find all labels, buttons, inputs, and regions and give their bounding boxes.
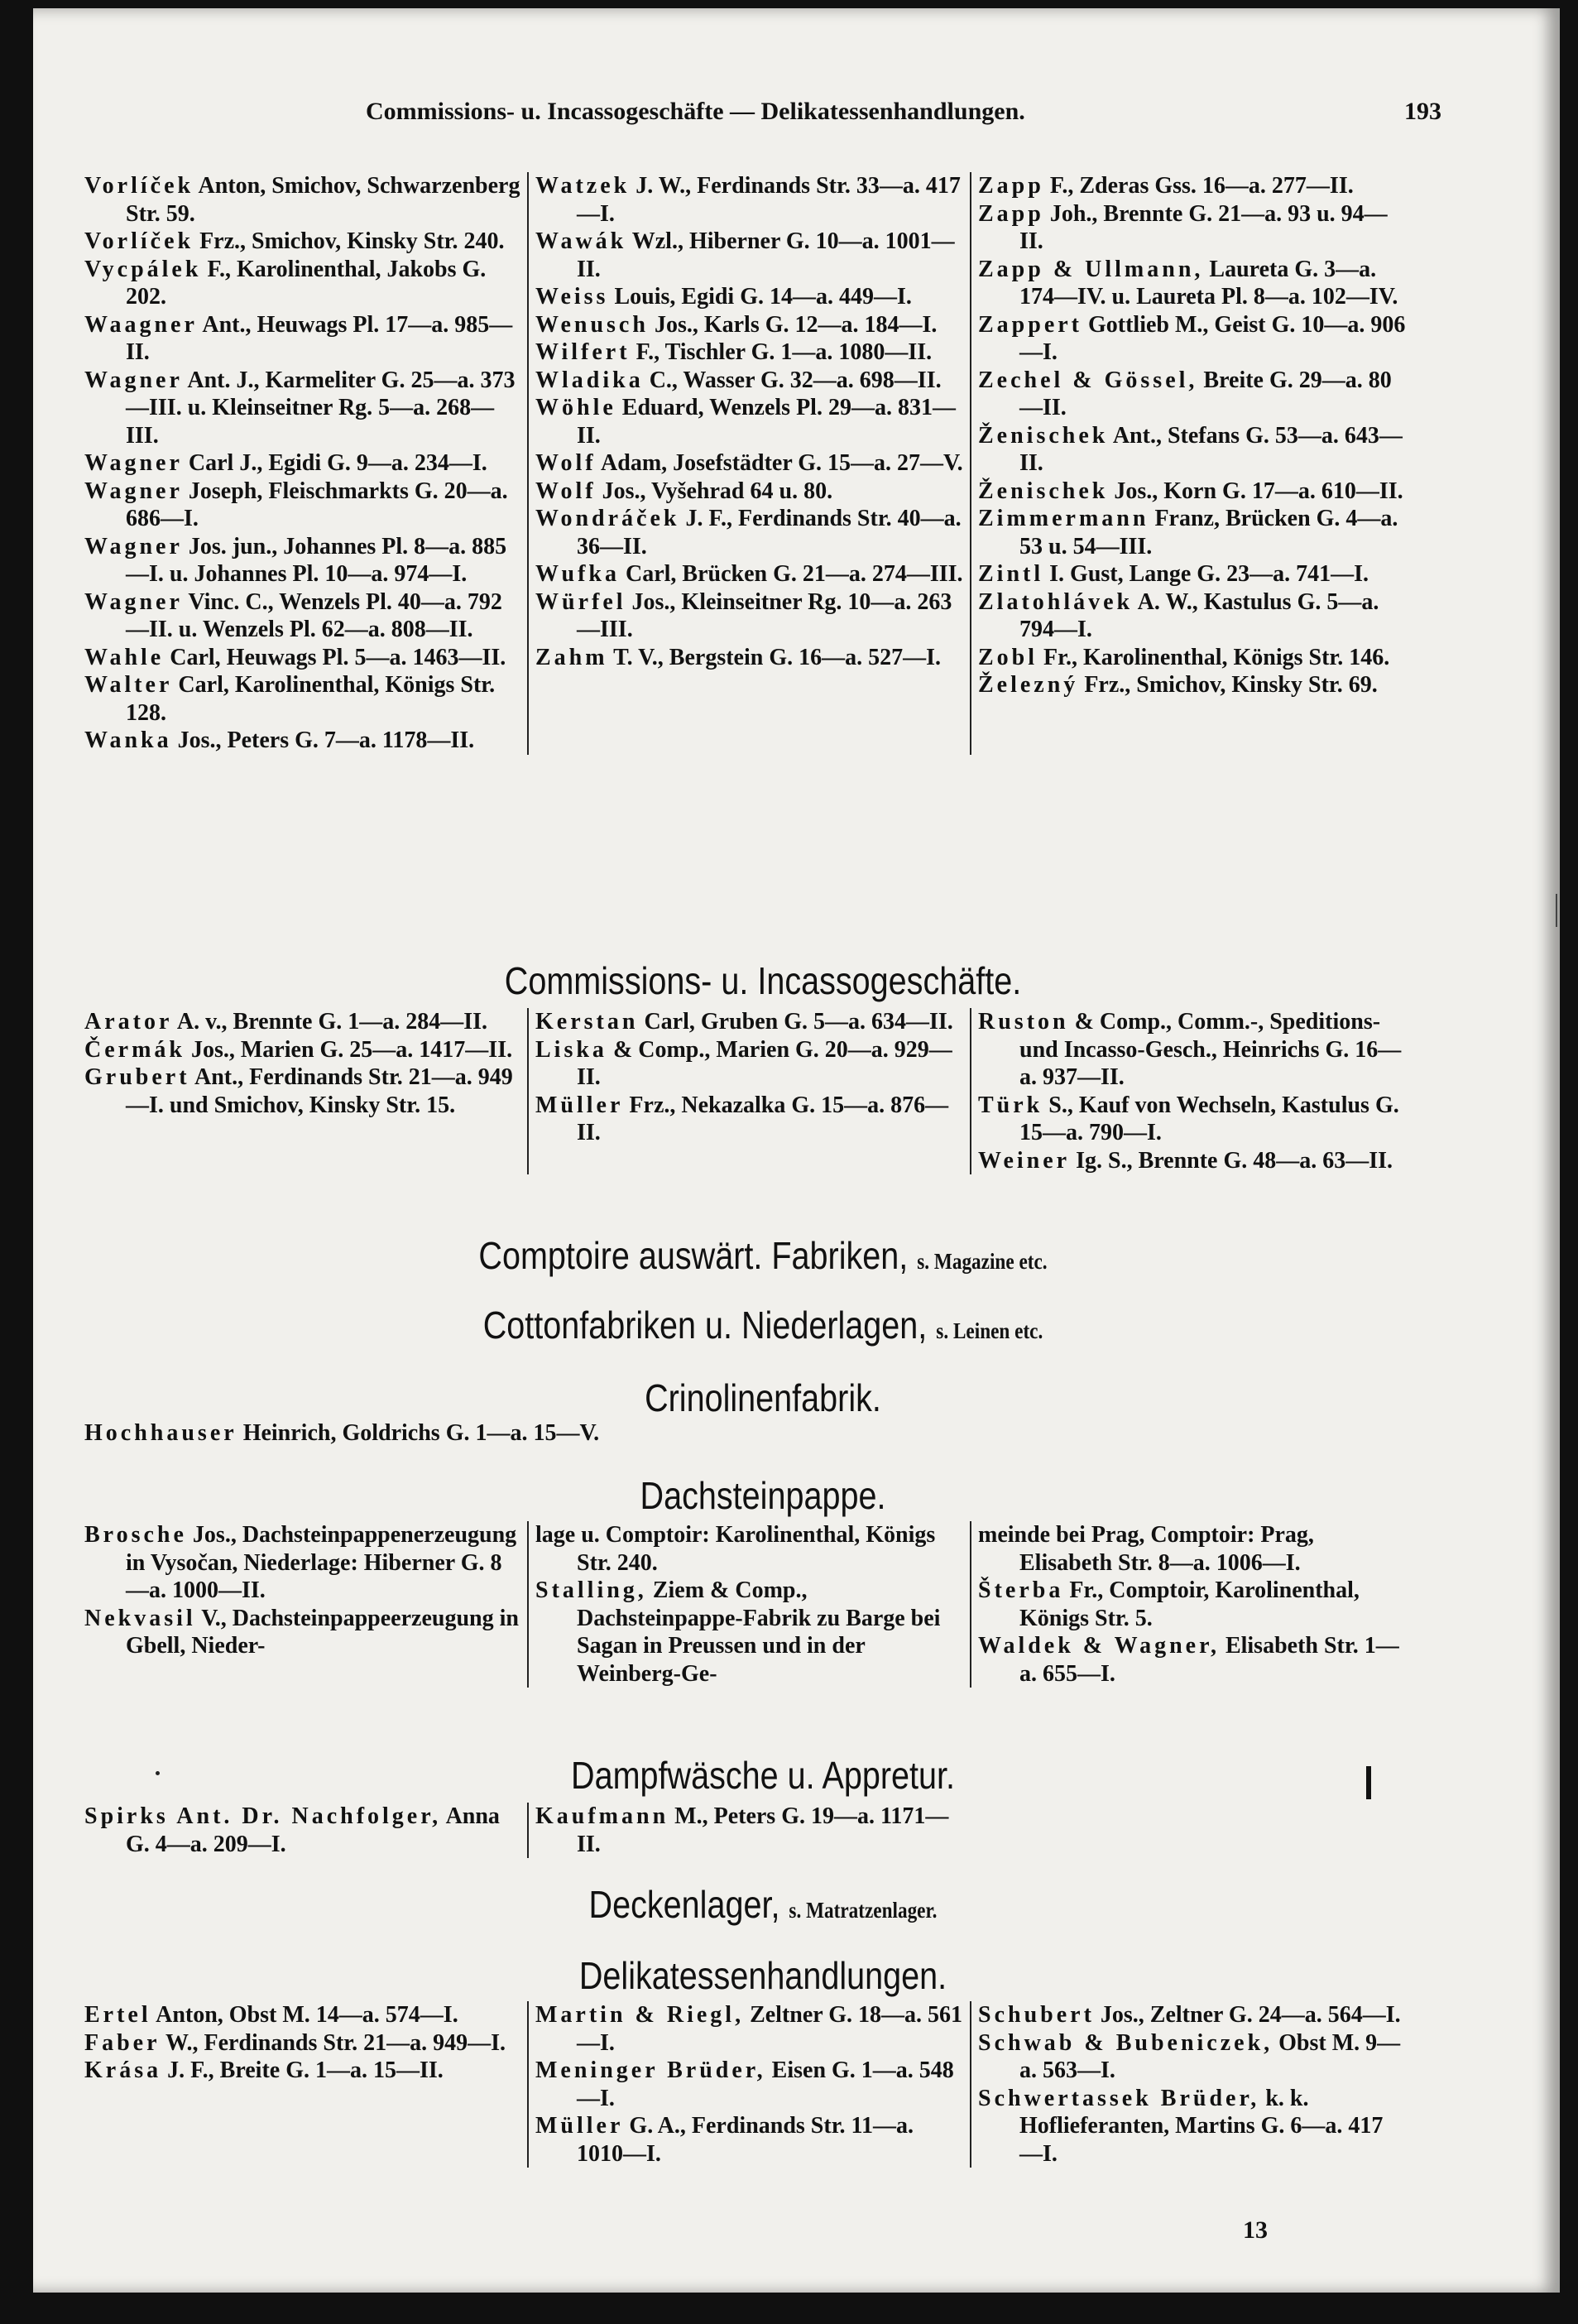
- entry-name: Zapp: [978, 200, 1044, 227]
- entry-name: Schwertassek Brüder,: [978, 2085, 1260, 2111]
- entry-details: Jos., Zeltner G. 24—a. 564—I.: [1100, 2002, 1401, 2028]
- entry-details: S., Kauf von Wechseln, Kastulus G. 15—a. 790—I.: [1019, 1092, 1399, 1145]
- directory-entry: [978, 588, 1406, 644]
- directory-entry: [84, 228, 520, 256]
- entry-name: Šterba: [978, 1577, 1064, 1603]
- entry-details: Jos. jun., Johannes Pl. 8—a. 885—I. u. Johannes Pl. 10—a. 974—I.: [126, 533, 507, 587]
- entry-name: Wondráček: [535, 506, 680, 531]
- delikatessen-columns: [84, 2001, 1441, 2168]
- entry-details: Fr., Karolinenthal, Königs Str. 146.: [1043, 644, 1390, 670]
- entry-details: k. k. Hoflieferanten, Martins G. 6—a. 417—I.: [1019, 2085, 1384, 2167]
- entry-name: Wagner: [84, 478, 183, 504]
- entry-details: Ziem & Comp., Dachsteinpappe-Fabrik zu Barge bei Sagan in Preussen und in der Weinberg-Ge-: [577, 1577, 941, 1687]
- entry-details: Frz., Nekazalka G. 15—a. 876—II.: [577, 1092, 949, 1145]
- entry-name: Ertel: [84, 2002, 151, 2028]
- directory-entry: [84, 1036, 520, 1064]
- directory-entry: [978, 1092, 1406, 1147]
- entry-name: Nekvasil: [84, 1605, 196, 1631]
- comptoire-ref: s. Magazine etc.: [917, 1249, 1048, 1274]
- directory-entry: [535, 2112, 963, 2168]
- directory-entry: [978, 505, 1406, 560]
- entry-details: meinde bei Prag, Comptoir: Prag, Elisabeth Str. 8—a. 1006—I.: [978, 1522, 1314, 1576]
- directory-entry: [978, 256, 1406, 311]
- entry-name: Wahle: [84, 644, 165, 670]
- print-speck: [156, 1771, 160, 1775]
- entry-name: Faber: [84, 2029, 161, 2056]
- directory-entry: [84, 449, 520, 478]
- entry-details: Adam, Josefstädter G. 15—a. 27—V.: [601, 450, 963, 476]
- entry-details: Vinc. C., Wenzels Pl. 40—a. 792—II. u. Wenzels Pl. 62—a. 808—II.: [126, 588, 502, 642]
- directory-entry: [84, 311, 520, 367]
- entry-name: Schwab & Bubeniczek,: [978, 2029, 1273, 2056]
- crinolinen-entry-name: Hochhauser: [84, 1420, 237, 1446]
- entry-details: C., Wasser G. 32—a. 698—II.: [649, 367, 942, 393]
- section-commissions: [84, 958, 1441, 1174]
- entry-name: Ženischek: [978, 478, 1109, 504]
- entry-details: Carl, Gruben G. 5—a. 634—II.: [644, 1009, 953, 1035]
- directory-entry: [84, 588, 520, 644]
- entry-name: Wawák: [535, 228, 627, 254]
- directory-entry: [978, 2029, 1406, 2085]
- directory-entry: [535, 367, 963, 395]
- directory-entry: [978, 1147, 1406, 1175]
- print-mark: [1366, 1766, 1371, 1799]
- directory-entry: [978, 367, 1406, 422]
- entry-details: Joh., Brennte G. 21—a. 93 u. 94—II.: [1019, 200, 1388, 254]
- column-1: [84, 1521, 527, 1688]
- directory-entry: [535, 505, 963, 560]
- column-3: [970, 172, 1413, 755]
- directory-entry: [535, 394, 963, 449]
- entry-name: Wöhle: [535, 395, 616, 420]
- entry-details: Anton, Smichov, Schwarzenberg Str. 59.: [126, 173, 520, 227]
- entry-name: Wilfert: [535, 339, 631, 365]
- column-2: [527, 172, 970, 755]
- directory-entry: [84, 2001, 520, 2029]
- entry-details: G. A., Ferdinands Str. 11—a. 1010—I.: [577, 2113, 914, 2167]
- directory-entry: [535, 588, 963, 644]
- entry-name: Martin & Riegl,: [535, 2002, 745, 2028]
- directory-entry: [978, 1521, 1406, 1577]
- running-head: [84, 98, 1441, 131]
- column-1: [84, 2001, 527, 2168]
- entry-details: Jos., Dachsteinpappenerzeugung in Vysočan, Niederlage: Hiberner G. 8—a. 1000—II.: [126, 1522, 517, 1603]
- entry-name: Zapp: [978, 173, 1044, 199]
- section-comptoire: [84, 1233, 1441, 1278]
- entry-name: Zintl: [978, 561, 1044, 587]
- directory-entry: [84, 256, 520, 311]
- directory-entry: [978, 1008, 1406, 1092]
- entry-name: Krása: [84, 2058, 162, 2083]
- section-title-dampf: Dampfwäsche u. Appretur.: [571, 1754, 955, 1797]
- section-dachstein: [84, 1473, 1441, 1688]
- entry-name: Watzek: [535, 173, 631, 199]
- entry-name: Waagner: [84, 311, 198, 338]
- entry-name: Čermák: [84, 1036, 185, 1063]
- entry-name: Wagner: [84, 533, 183, 559]
- crinolinen-entry-text: Heinrich, Goldrichs G. 1—a. 15—V.: [242, 1420, 600, 1446]
- entry-name: Wanka: [84, 727, 172, 753]
- section-title-delikatessen: Delikatessenhandlungen.: [578, 1954, 947, 1997]
- directory-entry: [84, 2029, 520, 2058]
- entry-name: Wladika: [535, 367, 644, 393]
- entry-details: F., Zderas Gss. 16—a. 277—II.: [1049, 173, 1354, 199]
- column-2: [527, 1521, 970, 1688]
- entry-name: Vycpálek: [84, 256, 202, 282]
- column-2: [527, 2001, 970, 2168]
- entry-details: Ant., Stefans G. 53—a. 643—II.: [1019, 422, 1403, 476]
- directory-entry: [535, 1008, 963, 1036]
- document-page: [33, 8, 1560, 2293]
- entry-details: Fr., Comptoir, Karolinenthal, Königs Str. 5.: [1019, 1577, 1360, 1631]
- directory-entry: [84, 367, 520, 450]
- comptoire-title: Comptoire auswärt. Fabriken,: [478, 1234, 909, 1277]
- decken-title: Deckenlager,: [588, 1883, 780, 1926]
- entry-name: Stalling,: [535, 1577, 647, 1603]
- entry-details: lage u. Comptoir: Karolinenthal, Königs Str. 240.: [535, 1522, 936, 1576]
- entry-details: M., Peters G. 19—a. 1171—II.: [577, 1803, 949, 1857]
- entry-name: Zapp & Ullmann,: [978, 256, 1204, 282]
- directory-entry: [535, 339, 963, 367]
- entry-details: Anna G. 4—a. 209—I.: [126, 1803, 500, 1857]
- entry-name: Wagner: [84, 450, 183, 476]
- entry-details: Ig. S., Brennte G. 48—a. 63—II.: [1076, 1147, 1393, 1174]
- section-decken: [84, 1882, 1441, 1927]
- entry-details: Wzl., Hiberner G. 10—a. 1001—II.: [577, 228, 955, 282]
- cotton-title: Cottonfabriken u. Niederlagen,: [482, 1304, 928, 1347]
- column-2: [527, 1008, 970, 1174]
- entry-name: Wufka: [535, 561, 620, 587]
- entry-name: Wolf: [535, 478, 597, 504]
- entry-name: Zobl: [978, 644, 1038, 670]
- column-3: [970, 1008, 1413, 1174]
- entry-details: Ant. J., Karmeliter G. 25—a. 373—III. u. Kleinseitner Rg. 5—a. 268—III.: [126, 367, 516, 449]
- directory-entry: [978, 311, 1406, 367]
- entry-details: Zeltner G. 18—a. 561—I.: [577, 2002, 962, 2056]
- entry-details: Carl, Brücken G. 21—a. 274—III.: [625, 561, 963, 587]
- directory-entry: [978, 2085, 1406, 2168]
- directory-entry: [535, 1036, 963, 1092]
- entry-name: Brosche: [84, 1522, 187, 1548]
- entry-name: Zahm: [535, 644, 608, 670]
- directory-entry: [84, 2057, 520, 2085]
- section-cotton: [84, 1303, 1441, 1347]
- directory-entry: [535, 644, 963, 672]
- directory-entry: [978, 422, 1406, 478]
- directory-entry: [978, 478, 1406, 506]
- column-1: [84, 1803, 527, 1858]
- section-crinolinen: [84, 1376, 1441, 1447]
- section-title-crinolinen: Crinolinenfabrik.: [645, 1376, 881, 1419]
- entry-details: Joseph, Fleischmarkts G. 20—a. 686—I.: [126, 478, 508, 531]
- directory-entry: [978, 560, 1406, 588]
- running-head-title: Commissions- u. Incassogeschäfte — Delikatessenhandlungen.: [366, 98, 1025, 125]
- entry-details: & Comp., Marien G. 20—a. 929—II.: [577, 1036, 952, 1090]
- entry-details: Jos., Marien G. 25—a. 1417—II.: [190, 1036, 513, 1063]
- entry-details: Franz, Brücken G. 4—a. 53 u. 54—III.: [1019, 506, 1398, 559]
- entry-details: Laureta G. 3—a. 174—IV. u. Laureta Pl. 8—a. 102—IV.: [1019, 256, 1398, 310]
- entry-details: Carl, Karolinenthal, Königs Str. 128.: [126, 672, 496, 726]
- section-delikatessen: [84, 1953, 1441, 2168]
- directory-entry: [535, 228, 963, 283]
- directory-entry: [978, 2001, 1406, 2029]
- directory-entry: [535, 172, 963, 228]
- directory-entry: [978, 1577, 1406, 1632]
- dachstein-columns: [84, 1521, 1441, 1688]
- entry-name: Zlatohlávek: [978, 588, 1134, 615]
- directory-entry: [535, 1803, 963, 1858]
- directory-entry: [535, 478, 963, 506]
- decken-ref: s. Matratzenlager.: [789, 1898, 938, 1923]
- entry-details: A. v., Brennte G. 1—a. 284—II.: [176, 1009, 488, 1035]
- section-title-commissions: Commissions- u. Incassogeschäfte.: [504, 959, 1022, 1002]
- entry-details: Carl, Heuwags Pl. 5—a. 1463—II.: [170, 644, 506, 670]
- entry-name: Ruston: [978, 1009, 1069, 1035]
- entry-name: Müller: [535, 1092, 624, 1118]
- directory-entry: [978, 1632, 1406, 1688]
- entry-name: Vorlíček: [84, 228, 194, 254]
- directory-entry: [84, 644, 520, 672]
- entry-name: Liska: [535, 1036, 607, 1063]
- entry-name: Türk: [978, 1092, 1043, 1118]
- entry-name: Železný: [978, 672, 1079, 698]
- entry-name: Ženischek: [978, 422, 1109, 449]
- cotton-ref: s. Leinen etc.: [936, 1318, 1043, 1343]
- entry-details: Frz., Smichov, Kinsky Str. 69.: [1084, 672, 1378, 698]
- section-title-comptoire: [180, 1233, 1346, 1278]
- entry-name: Weiner: [978, 1147, 1071, 1174]
- footer-signature: 13: [1243, 2216, 1268, 2244]
- directory-entry: [84, 1521, 520, 1605]
- column-1: [84, 1008, 527, 1174]
- entry-details: Elisabeth Str. 1—a. 655—I.: [1019, 1633, 1399, 1687]
- entry-name: Walter: [84, 672, 173, 698]
- entry-details: Obst M. 9—a. 563—I.: [1019, 2029, 1401, 2083]
- entry-details: J. F., Ferdinands Str. 40—a. 36—II.: [577, 506, 962, 559]
- directory-entry: [978, 671, 1406, 699]
- section-title-decken: [180, 1882, 1346, 1927]
- entry-details: V., Dachsteinpappeerzeugung in Gbell, Nieder-: [126, 1605, 519, 1659]
- directory-entry: [84, 172, 520, 228]
- entry-name: Müller: [535, 2113, 624, 2139]
- entry-details: Jos., Vyšehrad 64 u. 80.: [602, 478, 833, 504]
- entry-name: Wolf: [535, 450, 597, 476]
- entry-name: Vorlíček: [84, 173, 194, 199]
- entry-name: Arator: [84, 1009, 173, 1035]
- directory-entry: [535, 560, 963, 588]
- entry-name: Waldek & Wagner,: [978, 1633, 1220, 1659]
- entry-details: Eduard, Wenzels Pl. 29—a. 831—II.: [577, 395, 956, 449]
- entry-name: Grubert: [84, 1064, 190, 1090]
- directory-entry: [978, 644, 1406, 672]
- entry-details: I. Gust, Lange G. 23—a. 741—I.: [1049, 561, 1369, 587]
- entry-name: Zimmermann: [978, 506, 1149, 531]
- section-dampf: [84, 1753, 1441, 1858]
- section-title-dachstein: Dachsteinpappe.: [640, 1474, 886, 1517]
- directory-entry: [84, 1605, 520, 1660]
- directory-entry: [535, 1092, 963, 1147]
- directory-entry: [535, 1521, 963, 1577]
- entry-details: Jos., Peters G. 7—a. 1178—II.: [177, 727, 475, 753]
- entry-name: Schubert: [978, 2002, 1095, 2028]
- entry-name: Wenusch: [535, 311, 649, 338]
- column-3: [970, 2001, 1413, 2168]
- entry-details: F., Tischler G. 1—a. 1080—II.: [636, 339, 933, 365]
- entry-details: & Comp., Comm.-, Speditions- und Incasso-Gesch., Heinrichs G. 16—a. 937—II.: [1019, 1009, 1402, 1090]
- commissions-columns: [84, 1008, 1441, 1174]
- entry-details: Jos., Korn G. 17—a. 610—II.: [1114, 478, 1403, 504]
- entry-name: Wagner: [84, 588, 183, 615]
- directory-entry: [535, 311, 963, 339]
- crinolinen-entry: [84, 1420, 1441, 1447]
- column-3: [970, 1521, 1413, 1688]
- entry-details: J. W., Ferdinands Str. 33—a. 417—I.: [577, 173, 961, 227]
- entry-details: Eisen G. 1—a. 548—I.: [577, 2058, 954, 2111]
- directory-entry: [84, 727, 520, 755]
- directory-entry: [535, 283, 963, 311]
- directory-entry: [978, 172, 1406, 200]
- entry-name: Würfel: [535, 588, 626, 615]
- entry-name: Zechel & Gössel,: [978, 367, 1198, 393]
- directory-entry: [84, 533, 520, 588]
- entry-name: Kaufmann: [535, 1803, 669, 1829]
- entry-name: Spirks Ant. Dr. Nachfolger,: [84, 1803, 442, 1829]
- page-number: 193: [1404, 98, 1441, 125]
- dampf-columns: [84, 1803, 1441, 1858]
- entry-name: Wagner: [84, 367, 183, 393]
- entry-details: Breite G. 29—a. 80—II.: [1019, 367, 1392, 420]
- entry-details: Gottlieb M., Geist G. 10—a. 906—I.: [1019, 311, 1406, 365]
- entry-details: Ant., Heuwags Pl. 17—a. 985—II.: [126, 311, 513, 365]
- entry-details: Ant., Ferdinands Str. 21—a. 949—I. und Smichov, Kinsky Str. 15.: [126, 1064, 513, 1118]
- column-1: [84, 172, 527, 755]
- entry-details: Carl J., Egidi G. 9—a. 234—I.: [188, 450, 487, 476]
- top-listing: [84, 172, 1441, 755]
- entry-details: Louis, Egidi G. 14—a. 449—I.: [614, 284, 912, 310]
- directory-entry: [535, 2057, 963, 2112]
- margin-line: [1556, 894, 1557, 927]
- entry-details: Jos., Kleinseitner Rg. 10—a. 263—III.: [577, 588, 952, 642]
- entry-name: Weiss: [535, 284, 609, 310]
- directory-entry: [84, 478, 520, 533]
- directory-entry: [84, 1008, 520, 1036]
- entry-name: Meninger Brüder,: [535, 2058, 766, 2083]
- directory-entry: [84, 1803, 520, 1858]
- entry-details: F., Karolinenthal, Jakobs G. 202.: [126, 256, 487, 310]
- directory-entry: [535, 449, 963, 478]
- entry-details: J. F., Breite G. 1—a. 15—II.: [167, 2058, 444, 2083]
- column-2: [527, 1803, 970, 1858]
- entry-details: A. W., Kastulus G. 5—a. 794—I.: [1019, 588, 1379, 642]
- entry-details: Jos., Karls G. 12—a. 184—I.: [654, 311, 938, 338]
- entry-details: W., Ferdinands Str. 21—a. 949—I.: [165, 2029, 506, 2056]
- directory-entry: [535, 2001, 963, 2057]
- entry-name: Kerstan: [535, 1009, 639, 1035]
- top-listing-columns: [84, 172, 1441, 755]
- entry-details: Anton, Obst M. 14—a. 574—I.: [156, 2002, 458, 2028]
- directory-entry: [535, 1577, 963, 1688]
- directory-entry: [84, 1064, 520, 1119]
- entry-details: T. V., Bergstein G. 16—a. 527—I.: [613, 644, 941, 670]
- directory-entry: [978, 200, 1406, 256]
- entry-name: Zappert: [978, 311, 1082, 338]
- section-title-cotton: [180, 1303, 1346, 1347]
- entry-details: Frz., Smichov, Kinsky Str. 240.: [199, 228, 505, 254]
- directory-entry: [84, 671, 520, 727]
